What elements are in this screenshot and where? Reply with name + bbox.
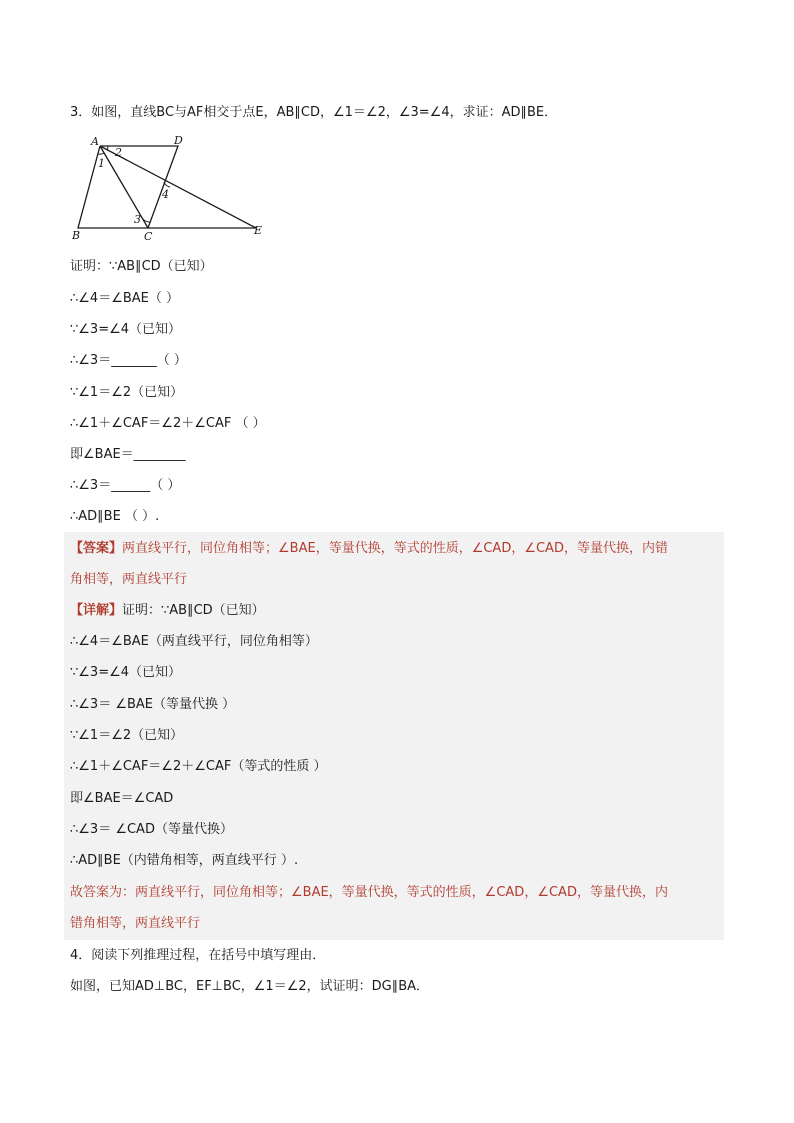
conclusion-line-1: 故答案为：两直线平行，同位角相等；∠BAE，等量代换，等式的性质，∠CAD，∠CAD，等量代换，内 xyxy=(70,885,668,900)
proof-line-7: 即∠BAE＝________ xyxy=(70,447,186,462)
label-d: D xyxy=(174,134,183,147)
parallelogram-outline xyxy=(78,146,178,228)
answer-line-1 xyxy=(70,540,668,558)
detail-tag: 【详解】 xyxy=(70,603,123,618)
answer-tag: 【答案】 xyxy=(70,541,123,556)
problem3-stem: 3．如图，直线BC与AF相交于点E，AB∥CD，∠1＝∠2，∠3=∠4，求证：AD∥BE． xyxy=(70,105,558,120)
detail-first: 证明：∵AB∥CD（已知） xyxy=(122,603,265,618)
answer-line-2: 角相等，两直线平行 xyxy=(70,572,188,587)
detail-line-1 xyxy=(70,602,265,620)
label-a: A xyxy=(91,135,99,148)
answer-text-1: 两直线平行，同位角相等；∠BAE，等量代换，等式的性质，∠CAD，∠CAD，等量代换，内错 xyxy=(122,541,668,556)
problem4-given: 如图，已知AD⊥BC，EF⊥BC，∠1＝∠2，试证明：DG∥BA． xyxy=(70,979,430,994)
proof-line-8: ∴∠3＝______（ ） xyxy=(70,478,181,493)
detail-line-9: ∴AD∥BE（内错角相等，两直线平行 ）. xyxy=(70,853,299,868)
proof-line-3: ∵∠3=∠4（已知） xyxy=(70,322,182,337)
problem4-stem: 4．阅读下列推理过程，在括号中填写理由． xyxy=(70,948,326,963)
label-angle-4: 4 xyxy=(162,188,169,201)
proof-line-1: 证明：∵AB∥CD（已知） xyxy=(70,259,213,274)
detail-line-6: ∴∠1＋∠CAF＝∠2＋∠CAF（等式的性质 ） xyxy=(70,759,327,774)
angle-arc-1 xyxy=(98,153,104,154)
detail-line-8: ∴∠3＝ ∠CAD（等量代换） xyxy=(70,822,233,837)
label-angle-1: 1 xyxy=(98,157,105,170)
detail-line-3: ∵∠3=∠4（已知） xyxy=(70,665,182,680)
label-angle-2: 2 xyxy=(115,146,122,159)
label-b: B xyxy=(72,229,81,242)
detail-line-2: ∴∠4＝∠BAE（两直线平行，同位角相等） xyxy=(70,634,318,649)
detail-line-7: 即∠BAE＝∠CAD xyxy=(70,791,174,806)
geometry-figure xyxy=(70,134,270,244)
label-c: C xyxy=(144,230,153,243)
label-e: E xyxy=(254,224,263,237)
conclusion-line-2: 错角相等，两直线平行 xyxy=(70,916,201,931)
label-angle-3: 3 xyxy=(134,213,141,226)
proof-line-2: ∴∠4＝∠BAE（ ） xyxy=(70,291,180,306)
detail-line-5: ∵∠1＝∠2（已知） xyxy=(70,728,184,743)
proof-line-6: ∴∠1＋∠CAF＝∠2＋∠CAF （ ） xyxy=(70,416,266,431)
proof-line-9: ∴AD∥BE （ ）. xyxy=(70,509,160,524)
proof-line-4: ∴∠3＝_______（ ） xyxy=(70,353,187,368)
proof-line-5: ∵∠1＝∠2（已知） xyxy=(70,385,184,400)
detail-line-4: ∴∠3＝ ∠BAE（等量代换 ） xyxy=(70,697,236,712)
